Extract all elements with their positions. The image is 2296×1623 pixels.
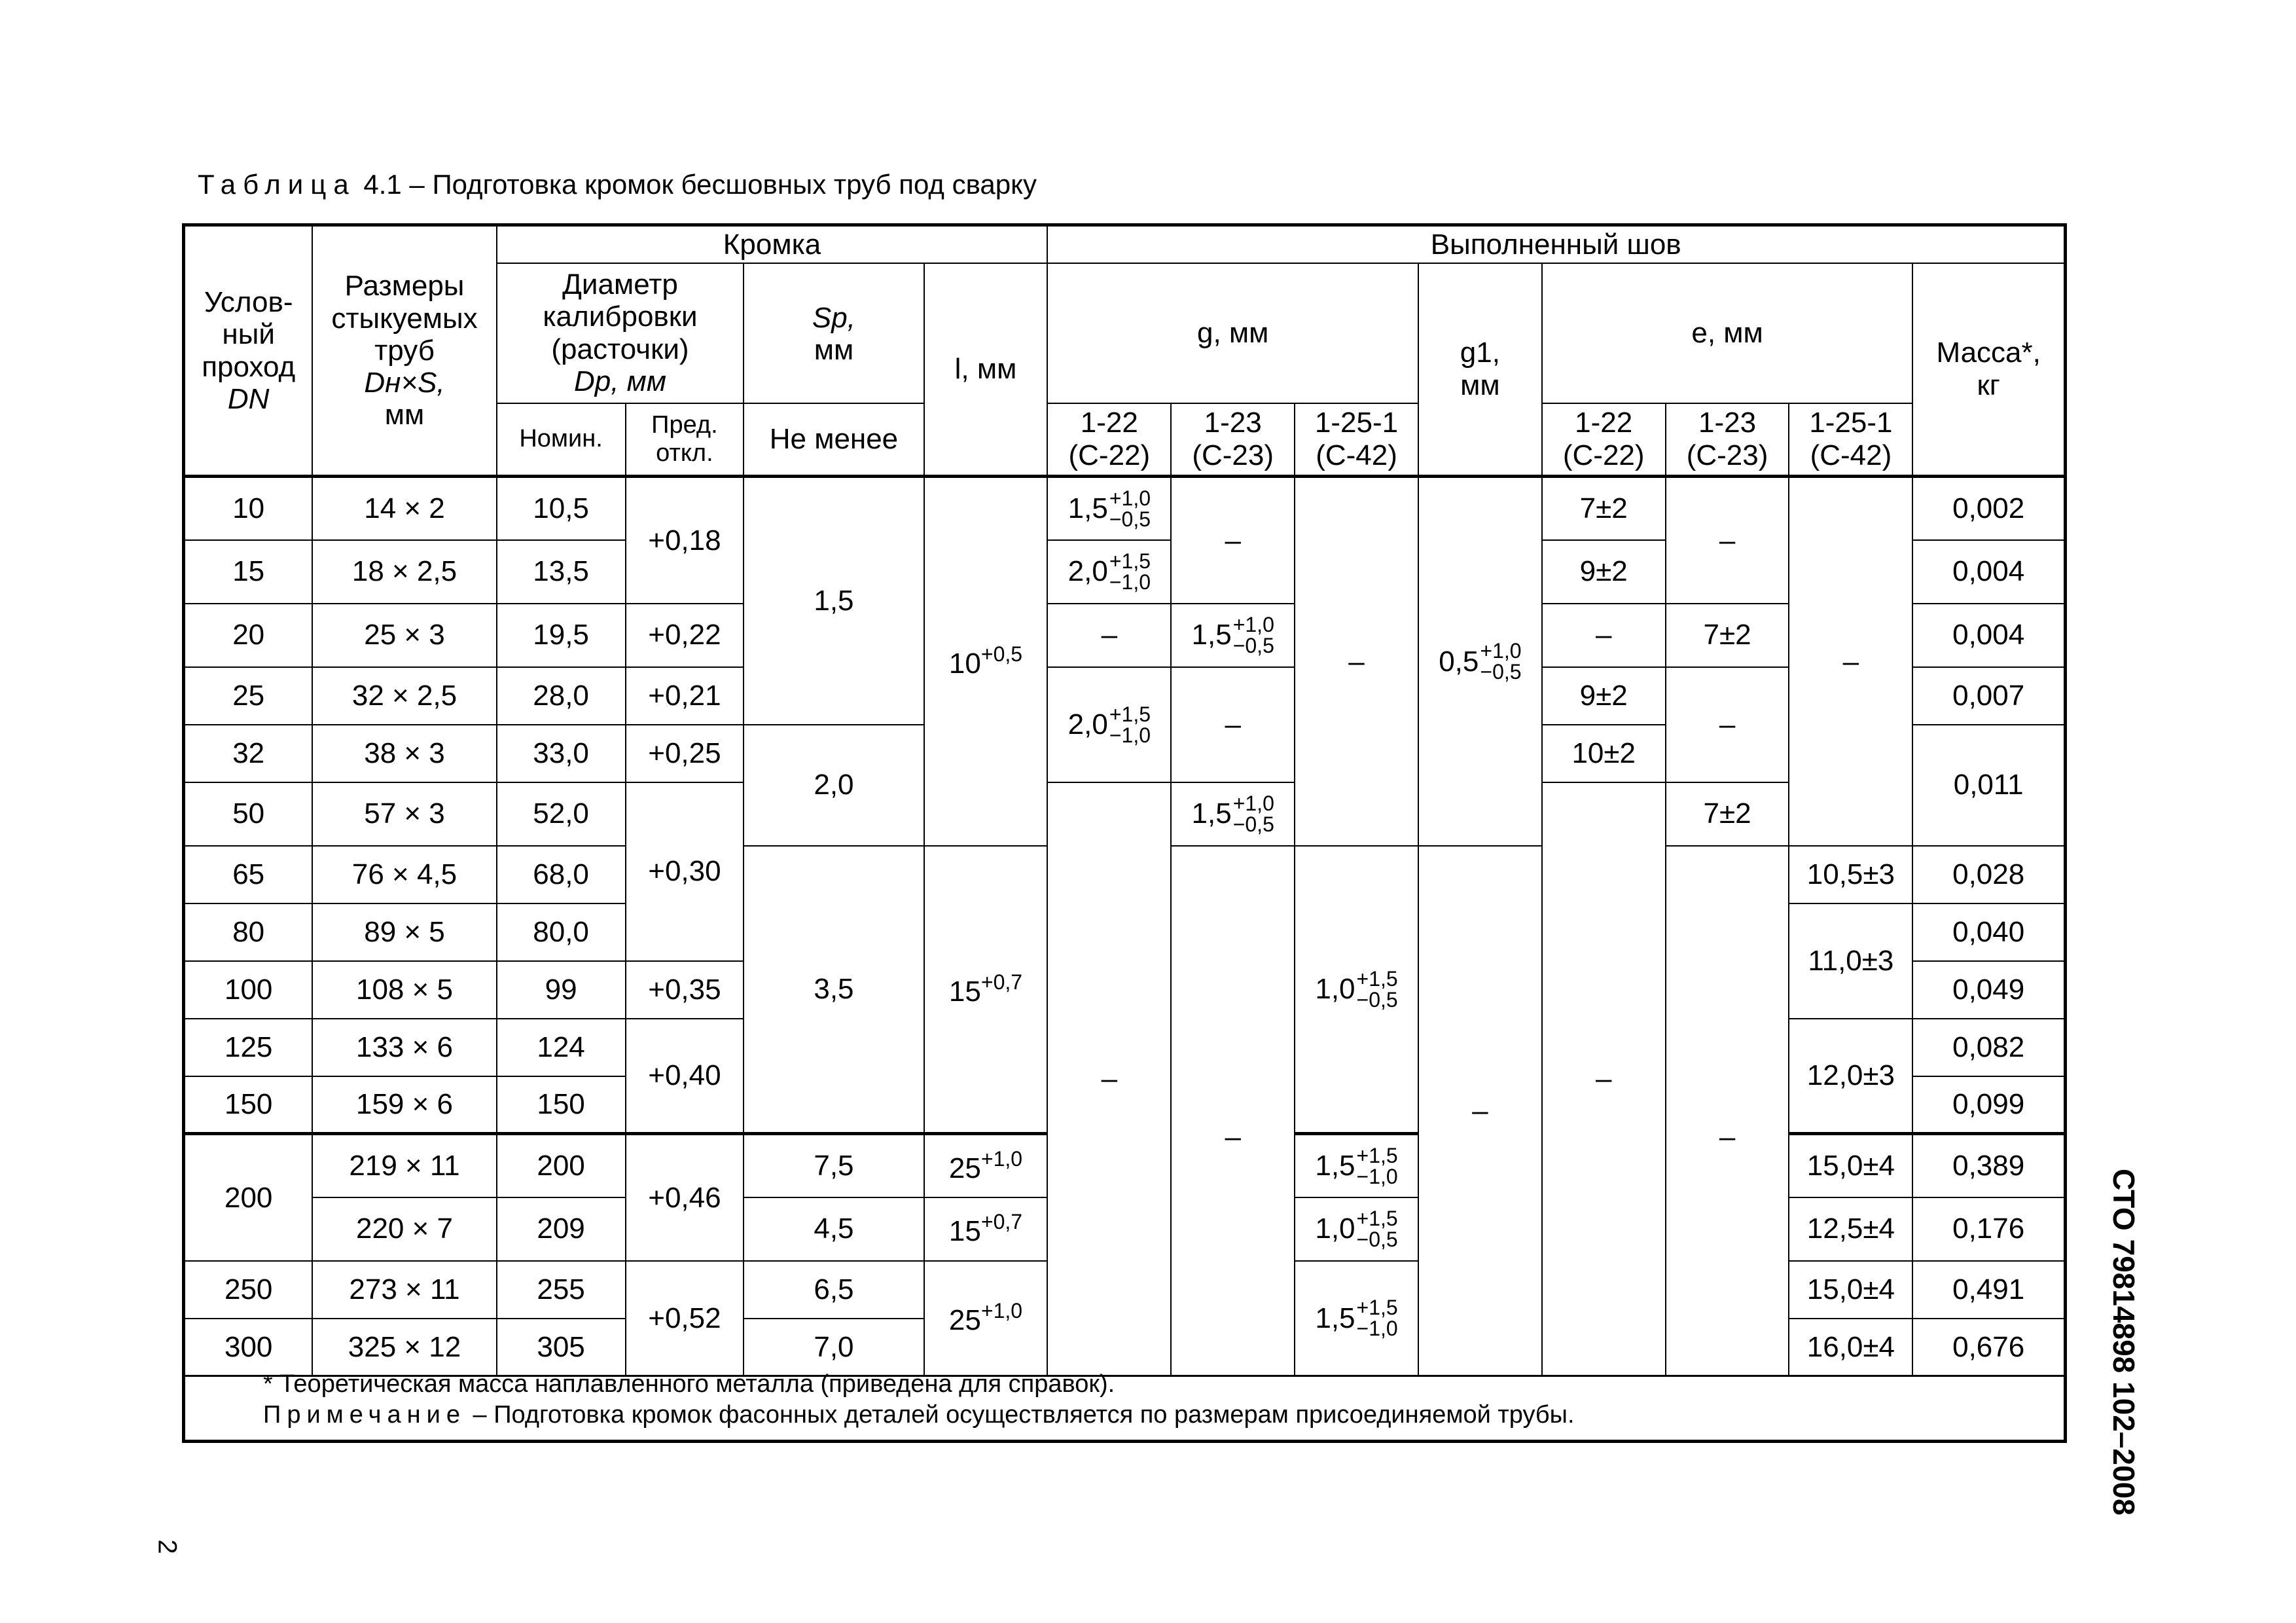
cell-g-c22: – [1047,782,1171,1376]
table-row [184,604,2066,667]
cell-pred: +0,22 [626,604,744,667]
cell-size: 57 × 3 [312,782,496,846]
header-kromka: Кромка [497,225,1048,263]
cell-g-c42 [1295,1197,1418,1261]
cell-g-c42: – [1295,477,1418,846]
tol-up: +1,0 [1232,613,1274,636]
cell-size: 14 × 2 [312,477,496,540]
cell-mass: 0,007 [1912,667,2065,725]
cell-sp: 7,0 [744,1319,924,1376]
cell-g-c22 [1047,667,1171,782]
cell-g1: – [1418,846,1542,1376]
tol-base: 2,0 [1067,555,1108,588]
cell-dn: 250 [184,1261,313,1319]
cell-e-c42: – [1789,477,1912,846]
header-type-line: (С-23) [1686,439,1768,471]
header-sizes-line: труб [374,334,435,367]
cell-sp: 4,5 [744,1197,924,1261]
header-calib-line: Dр, мм [573,365,666,397]
cell-nom: 200 [497,1134,626,1197]
header-type-line: (С-23) [1192,439,1274,471]
cell-sp: 2,0 [744,725,924,846]
cell-e-c23: – [1666,477,1789,604]
cell-e-c42: 15,0±4 [1789,1261,1912,1319]
tol-stack [1357,1145,1398,1187]
tol-dn: −0,5 [1109,507,1151,531]
cell-pred: +0,21 [626,667,744,725]
tol-stack [1357,1208,1398,1250]
l-sup: +0,7 [980,970,1023,994]
cell-e-c22: 10±2 [1542,725,1666,782]
header-mass-line: Масса*, [1936,337,2041,369]
header-sizes-line: Dн×S, [364,367,445,399]
cell-size: 76 × 4,5 [312,846,496,903]
header-type-line: 1-22 [1080,407,1138,439]
cell-nom: 68,0 [497,846,626,903]
cell-e-c23: – [1666,846,1789,1376]
tol-up: +1,0 [1232,792,1274,815]
document-code [2094,1169,2153,1561]
header-type-line: (С-22) [1562,439,1645,471]
header-g-c22 [1047,403,1171,477]
cell-nom: 209 [497,1197,626,1261]
tol-base: 1,0 [1315,973,1355,1006]
tol-up: +1,5 [1109,549,1151,573]
tol-dn: −1,0 [1356,1317,1398,1341]
header-type-line: 1-23 [1204,407,1262,439]
cell-g-c22: – [1047,604,1171,667]
cell-size: 159 × 6 [312,1076,496,1134]
cell-pred: +0,30 [626,782,744,961]
tolerance [1192,793,1274,835]
cell-mass: 0,099 [1912,1076,2065,1134]
cell-e-c42: 16,0±4 [1789,1319,1912,1376]
tol-up: +1,5 [1356,1207,1398,1230]
tolerance [1315,1145,1397,1187]
cell-g-c42 [1295,846,1418,1134]
cell-e-c42: 12,0±3 [1789,1019,1912,1134]
cell-nom: 13,5 [497,540,626,604]
cell-size: 18 × 2,5 [312,540,496,604]
header-sizes-line: Размеры [344,270,465,302]
tol-up: +1,5 [1356,1143,1398,1167]
l-sup: +1,0 [980,1146,1023,1171]
cell-mass: 0,040 [1912,903,2065,961]
header-e: e, мм [1542,263,1913,403]
tol-base: 0,5 [1439,645,1479,678]
cell-g1 [1418,477,1542,846]
cell-dn: 50 [184,782,313,846]
header-pred-line: Пред. [651,411,718,439]
cell-mass: 0,049 [1912,961,2065,1019]
cell-e-c22: – [1542,604,1666,667]
header-dn-line: DN [227,382,270,415]
cell-e-c23: – [1666,667,1789,782]
header-sizes [312,225,496,477]
cell-nom: 28,0 [497,667,626,725]
cell-l [924,846,1048,1134]
tol-stack [1357,968,1398,1010]
l-base: 15 [948,1214,981,1247]
cell-pred: +0,35 [626,961,744,1019]
cell-dn: 100 [184,961,313,1019]
cell-dn: 200 [184,1134,313,1261]
header-calib-line: калибровки [543,301,698,333]
cell-e-c42: 11,0±3 [1789,903,1912,1019]
tol-base: 1,5 [1191,619,1232,651]
header-type-line: (С-22) [1068,439,1151,471]
cell-nom: 305 [497,1319,626,1376]
page-number: 2 [152,1539,182,1554]
tol-dn: −0,5 [1232,634,1274,657]
cell-pred: +0,18 [626,477,744,604]
header-e-c42 [1789,403,1912,477]
l-sup: +0,7 [980,1209,1023,1233]
table-row [184,477,2066,540]
header-dn [184,225,313,477]
cell-g-c22 [1047,540,1171,604]
header-g-c23 [1171,403,1295,477]
tol-base: 1,5 [1067,492,1108,525]
tolerance [1315,968,1397,1010]
tol-stack [1357,1297,1398,1339]
tol-dn: −0,5 [1480,660,1522,684]
l-base: 15 [948,975,981,1008]
header-type-line: 1-25-1 [1809,407,1893,439]
cell-g-c23 [1171,604,1295,667]
header-dn-line: ный [222,318,275,351]
header-type-line: 1-25-1 [1314,407,1399,439]
header-calib-line: Диаметр [562,268,678,301]
edge-preparation-table [182,223,2067,1443]
tol-stack [1109,704,1151,746]
l-base: 10 [948,647,981,680]
table-row [184,667,2066,725]
header-dn-line: проход [202,350,296,383]
cell-e-c42: 10,5±3 [1789,846,1912,903]
header-type-line: (С-42) [1810,439,1892,471]
tolerance [1192,614,1274,656]
table-note [263,1401,1575,1429]
tolerance [1315,1208,1397,1250]
header-sp-line: Sр, [812,301,855,334]
cell-e-c23: 7±2 [1666,604,1789,667]
cell-l [924,1134,1048,1197]
cell-dn: 65 [184,846,313,903]
header-g1-line: мм [1460,369,1500,401]
tol-dn: −1,0 [1109,723,1151,747]
cell-pred: +0,25 [626,725,744,782]
cell-dn: 80 [184,903,313,961]
cell-size: 273 × 11 [312,1261,496,1319]
cell-pred: +0,52 [626,1261,744,1376]
cell-size: 133 × 6 [312,1019,496,1076]
header-type-line: 1-23 [1698,407,1757,439]
cell-nom: 52,0 [497,782,626,846]
cell-mass: 0,491 [1912,1261,2065,1319]
tol-dn: −1,0 [1356,1164,1398,1188]
tolerance [1068,488,1151,530]
cell-mass: 0,676 [1912,1319,2065,1376]
cell-sp: 7,5 [744,1134,924,1197]
cell-nom: 10,5 [497,477,626,540]
header-type-line: 1-22 [1575,407,1633,439]
header-e-c23 [1666,403,1789,477]
header-pred [626,403,744,477]
cell-g-c42 [1295,1261,1418,1376]
cell-pred: +0,46 [626,1134,744,1261]
cell-pred: +0,40 [626,1019,744,1134]
header-g1-line: g1, [1460,337,1500,369]
cell-e-c22: 9±2 [1542,540,1666,604]
tolerance [1068,551,1151,593]
tol-stack [1233,614,1274,656]
cell-e-c42: 15,0±4 [1789,1134,1912,1197]
header-dn-line: Услов- [204,285,293,318]
cell-g-c23: – [1171,477,1295,604]
tolerance [1315,1297,1397,1339]
cell-nom: 80,0 [497,903,626,961]
cell-e-c22: – [1542,782,1666,1376]
cell-dn: 25 [184,667,313,725]
cell-nom: 255 [497,1261,626,1319]
cell-e-c22: 7±2 [1542,477,1666,540]
header-sp-line: мм [814,333,854,366]
tolerance [1068,704,1151,746]
caption-text: 4.1 – Подготовка кромок бесшовных труб под сварку [355,169,1037,200]
header-g: g, мм [1047,263,1418,403]
cell-size: 38 × 3 [312,725,496,782]
cell-dn: 32 [184,725,313,782]
tol-up: +1,5 [1109,702,1151,726]
header-weld: Выполненный шов [1047,225,2065,263]
tol-up: +1,0 [1480,639,1522,663]
cell-nom: 150 [497,1076,626,1134]
cell-g-c23: – [1171,846,1295,1376]
header-ne-menee: Не менее [744,403,924,477]
header-mass-line: кг [1977,369,2000,401]
header-pred-line: откл. [656,439,713,467]
caption-prefix: Таблица [198,169,356,200]
cell-l [924,1261,1048,1376]
cell-mass: 0,011 [1912,725,2065,846]
note-prefix: Примечание [263,1401,466,1429]
cell-l [924,477,1048,846]
cell-e-c23: 7±2 [1666,782,1789,846]
header-g1 [1418,263,1542,477]
tol-dn: −1,0 [1109,570,1151,594]
cell-g-c22 [1047,477,1171,540]
tol-dn: −0,5 [1232,812,1274,836]
cell-dn: 150 [184,1076,313,1134]
l-base: 25 [948,1304,981,1337]
cell-e-c42: 12,5±4 [1789,1197,1912,1261]
cell-nom: 19,5 [497,604,626,667]
cell-mass: 0,004 [1912,540,2065,604]
l-sup: +1,0 [980,1299,1023,1323]
cell-dn: 10 [184,477,313,540]
header-sizes-line: мм [384,399,425,431]
cell-nom: 33,0 [497,725,626,782]
tol-stack [1233,793,1274,835]
tol-base: 1,5 [1315,1150,1355,1182]
tol-up: +1,5 [1356,966,1398,991]
table-row [184,782,2066,846]
cell-dn: 15 [184,540,313,604]
cell-size: 89 × 5 [312,903,496,961]
tol-stack [1109,488,1151,530]
cell-size: 32 × 2,5 [312,667,496,725]
footnote: * Теоретическая масса наплавленного металла (приведена для справок). [263,1370,1115,1398]
cell-size: 108 × 5 [312,961,496,1019]
header-mass [1912,263,2065,477]
header-nom: Номин. [497,403,626,477]
header-sp [744,263,924,403]
header-e-c22 [1542,403,1666,477]
cell-mass: 0,028 [1912,846,2065,903]
cell-g-c23 [1171,782,1295,846]
header-calib-line: (расточки) [551,333,689,365]
cell-dn: 300 [184,1319,313,1376]
tol-base: 1,5 [1191,797,1232,830]
cell-mass: 0,389 [1912,1134,2065,1197]
tol-base: 2,0 [1067,708,1108,740]
l-sup: +0,5 [980,642,1023,666]
cell-sp: 1,5 [744,477,924,725]
tol-up: +1,0 [1109,486,1151,510]
cell-dn: 125 [184,1019,313,1076]
header-sizes-line: стыкуемых [331,302,478,335]
cell-size: 25 × 3 [312,604,496,667]
note-text: – Подготовка кромок фасонных деталей осуществляется по размерам присоединяемой трубы. [465,1401,1575,1429]
cell-mass: 0,176 [1912,1197,2065,1261]
cell-sp: 3,5 [744,846,924,1134]
cell-l [924,1197,1048,1261]
tol-up: +1,5 [1356,1296,1398,1320]
table-caption [198,169,1037,200]
cell-g-c42 [1295,1134,1418,1197]
tol-stack [1109,551,1151,593]
header-type-line: (С-42) [1316,439,1397,471]
cell-mass: 0,082 [1912,1019,2065,1076]
l-base: 25 [948,1152,981,1184]
cell-mass: 0,002 [1912,477,2065,540]
header-calib [497,263,744,403]
cell-nom: 99 [497,961,626,1019]
tol-dn: −0,5 [1356,987,1398,1012]
cell-mass: 0,004 [1912,604,2065,667]
cell-size: 220 × 7 [312,1197,496,1261]
cell-g-c23: – [1171,667,1295,782]
cell-e-c22: 9±2 [1542,667,1666,725]
header-g-c42 [1295,403,1418,477]
cell-size: 325 × 12 [312,1319,496,1376]
tolerance [1439,640,1521,682]
tol-stack [1480,640,1521,682]
cell-size: 219 × 11 [312,1134,496,1197]
header-l: l, мм [924,263,1048,477]
cell-dn: 20 [184,604,313,667]
tol-base: 1,5 [1315,1302,1355,1334]
cell-nom: 124 [497,1019,626,1076]
cell-sp: 6,5 [744,1261,924,1319]
document-code-text: СТО 79814898 102–2008 [2107,1169,2141,1516]
tol-dn: −0,5 [1356,1228,1398,1251]
tol-base: 1,0 [1315,1213,1355,1245]
